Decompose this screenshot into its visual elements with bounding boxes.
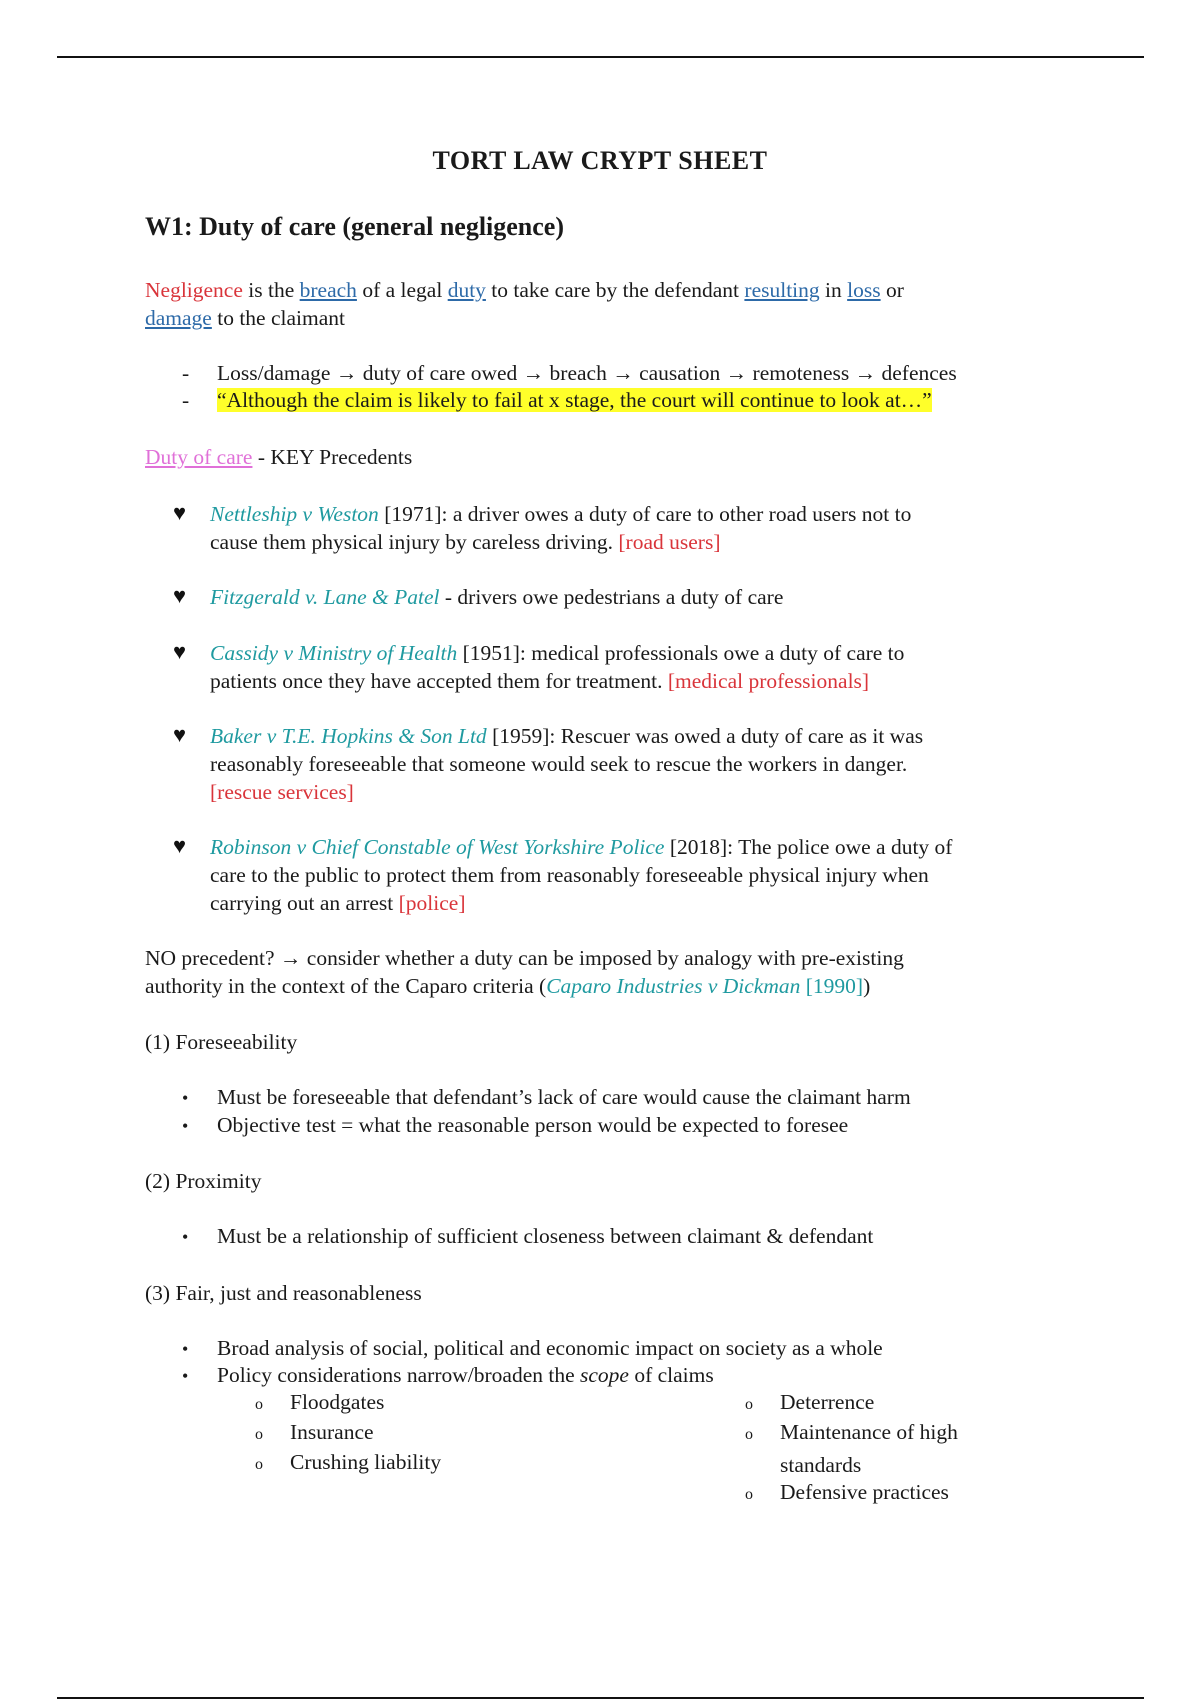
dash-item: - Loss/damage → duty of care owed → breach → causation → remoteness → defences: [182, 361, 957, 385]
case-name: Baker v T.E. Hopkins & Son Ltd: [210, 724, 487, 748]
sub-list-item: o Defensive practices: [745, 1480, 949, 1504]
case-entry: Baker v T.E. Hopkins & Son Ltd [1959]: Rescuer was owed a duty of care as it was reasonably foreseeable that someone would seek to rescue the workers in danger. [rescue services]: [210, 724, 924, 804]
list-item: • Must be a relationship of sufficient closeness between claimant & defendant: [182, 1224, 874, 1248]
case-name: Robinson v Chief Constable of West Yorkshire Police: [210, 835, 665, 859]
foreseeability-heading: (1) Foreseeability: [145, 1030, 298, 1054]
heart-bullet-icon: ♥: [173, 583, 187, 608]
case-entry: Cassidy v Ministry of Health [1951]: medical professionals owe a duty of care to patients once they have accepted them for treatment. [medical professionals]: [210, 641, 905, 693]
heart-bullet-icon: ♥: [173, 722, 187, 747]
case-name: Cassidy v Ministry of Health: [210, 641, 458, 665]
sub-list-item: o Floodgates: [255, 1390, 385, 1414]
list-item: • Policy considerations narrow/broaden the scope of claims: [182, 1363, 714, 1387]
link-damage[interactable]: damage: [145, 306, 212, 330]
link-resulting[interactable]: resulting: [744, 278, 820, 302]
sub-list-item: o Crushing liability: [255, 1450, 442, 1474]
bottom-rule: [57, 1697, 1144, 1699]
sub-list-item: o Maintenance of high standards: [745, 1420, 958, 1477]
list-item: • Must be foreseeable that defendant’s lack of care would cause the claimant harm: [182, 1085, 911, 1109]
heart-bullet-icon: ♥: [173, 833, 187, 858]
fair-heading: (3) Fair, just and reasonableness: [145, 1281, 422, 1305]
case-entry: Fitzgerald v. Lane & Patel - drivers owe pedestrians a duty of care: [210, 585, 784, 609]
case-entry: Nettleship v Weston [1971]: a driver owes a duty of care to other road users not to cause them physical injury by careless driving. [road users]: [210, 502, 912, 554]
list-item: • Objective test = what the reasonable person would be expected to foresee: [182, 1113, 849, 1137]
case-name: Fitzgerald v. Lane & Patel: [210, 585, 440, 609]
link-breach[interactable]: breach: [299, 278, 357, 302]
sub-list-item: o Insurance: [255, 1420, 374, 1444]
dash-item-highlighted: - “Although the claim is likely to fail at x stage, the court will continue to look at…”: [182, 388, 932, 412]
sub-list-item: o Deterrence: [745, 1390, 875, 1414]
case-name: Nettleship v Weston: [210, 502, 379, 526]
heart-bullet-icon: ♥: [173, 500, 187, 525]
link-loss[interactable]: loss: [847, 278, 881, 302]
page-title: TORT LAW CRYPT SHEET: [432, 146, 768, 175]
link-duty[interactable]: duty: [447, 278, 486, 302]
no-precedent-paragraph: NO precedent? → consider whether a duty can be imposed by analogy with pre-existing authority in the context of the Caparo criteria (Caparo Industries v Dickman [1990]): [145, 946, 904, 998]
list-item: • Broad analysis of social, political and economic impact on society as a whole: [182, 1336, 883, 1360]
precedents-heading: Duty of care - KEY Precedents: [145, 445, 413, 469]
top-rule: [57, 56, 1144, 58]
intro-paragraph: Negligence is the breach of a legal duty to take care by the defendant resulting in loss or damage to the claimant: [145, 278, 904, 330]
case-name: Caparo Industries v Dickman: [546, 974, 801, 998]
case-entry: Robinson v Chief Constable of West Yorkshire Police [2018]: The police owe a duty of care to the public to protect them from reasonably foreseeable physical injury when carrying out an arrest [police]: [210, 835, 953, 915]
proximity-heading: (2) Proximity: [145, 1169, 262, 1193]
heart-bullet-icon: ♥: [173, 639, 187, 664]
section-heading: W1: Duty of care (general negligence): [145, 212, 565, 241]
link-duty-of-care[interactable]: Duty of care: [145, 445, 253, 469]
term-negligence: Negligence: [145, 278, 243, 302]
